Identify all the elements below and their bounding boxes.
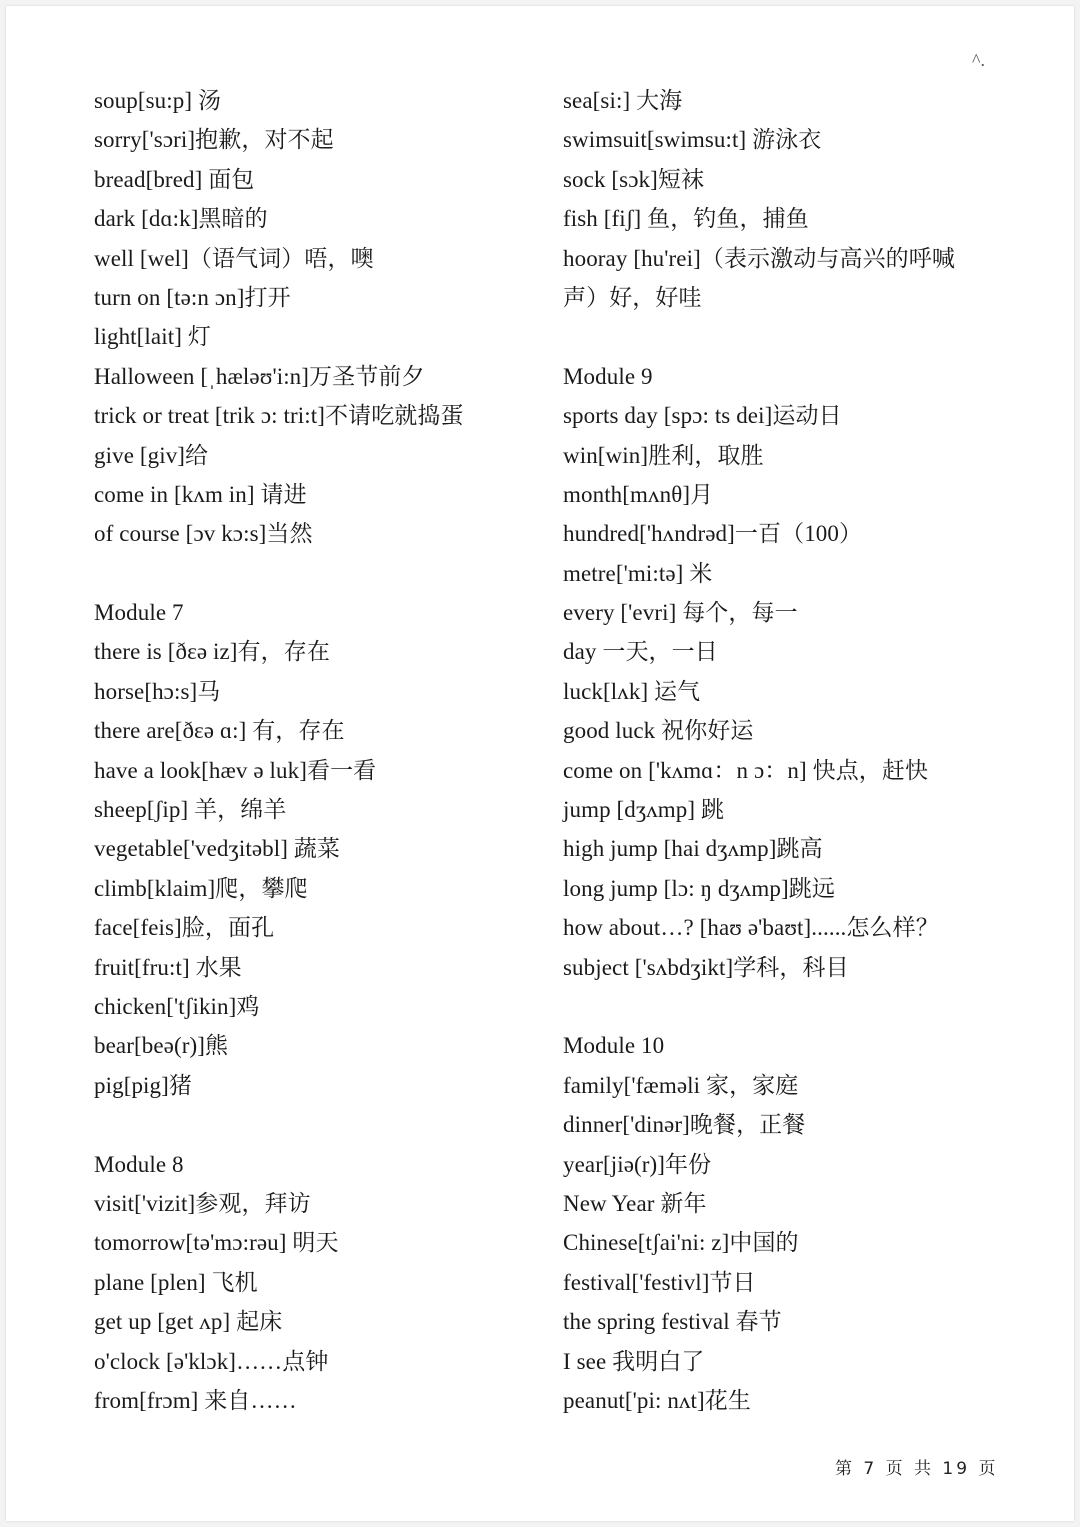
blank-line [563,987,1003,1026]
vocab-line: the spring festival 春节 [563,1309,782,1335]
vocab-line: festival['festivl]节日 [563,1269,756,1295]
vocab-line: bear[beə(r)]熊 [94,1033,229,1059]
vocab-line: luck[lʌk] 运气 [563,678,701,704]
vocab-line: month[mʌnθ]月 [563,481,714,507]
vocab-line: tomorrow[tə'mɔ:rəu] 明天 [94,1230,339,1256]
blank-line [563,317,1003,356]
vocab-line: chicken['tʃikin]鸡 [94,993,260,1019]
vocab-line: long jump [lɔ: ŋ dʒʌmp]跳远 [563,875,835,901]
vocab-line: there is [ðεə iz]有，存在 [94,639,330,665]
vocab-line: I see 我明白了 [563,1348,705,1374]
vocab-line: fish [fiʃ] 鱼，钓鱼，捕鱼 [563,206,809,232]
vocab-line: sea[si:] 大海 [563,88,683,113]
vocab-line: plane [plen] 飞机 [94,1269,258,1295]
left-column [94,81,534,1420]
vocab-line: Halloween [ˌhæləʊ'i:n]万圣节前夕 [94,363,425,389]
vocab-line: of course [ɔv kɔ:s]当然 [94,521,313,547]
vocab-line: climb[klaim]爬，攀爬 [94,875,308,901]
vocab-line: dinner['dinər]晚餐，正餐 [563,1112,806,1138]
vocab-line: good luck 祝你好运 [563,718,754,744]
vocab-line: hundred['hʌndrəd]一百（100） [563,521,863,547]
vocab-line: how about…? [haʊ ə'baʊt]......怎么样？ [563,915,939,941]
vocab-line: from[frɔm] 来自…… [94,1387,297,1413]
vocab-line: Chinese[tʃai'ni: z]中国的 [563,1230,799,1256]
module-heading: Module 8 [94,1151,184,1177]
page-number-footer: 第 7 页 共 19 页 [835,1459,999,1479]
vocab-line: swimsuit[swimsu:t] 游泳衣 [563,127,822,153]
module-heading: Module 9 [563,363,653,389]
vocab-line: give [giv]给 [94,442,209,468]
vocab-line: dark [dɑ:k]黑暗的 [94,206,268,232]
vocab-line: vegetable['vedʒitəbl] 蔬菜 [94,836,341,862]
vocab-line: light[lait] 灯 [94,324,211,350]
corner-mark: ^. [972,50,985,70]
vocab-line: every ['evri] 每个，每一 [563,600,798,626]
vocab-line: trick or treat [trik ɔ: tri:t]不请吃就捣蛋 [94,403,464,429]
vocab-line: year[jiə(r)]年份 [563,1151,712,1177]
vocab-line: metre['mi:tə] 米 [563,560,713,586]
module-heading: Module 7 [94,600,184,626]
right-column [563,81,1003,1420]
vocab-line: face[feis]脸，面孔 [94,915,275,941]
module-heading: Module 10 [563,1033,665,1059]
vocab-line: well [wel]（语气词）唔，噢 [94,245,374,271]
vocab-line: sorry['sɔri]抱歉，对不起 [94,127,334,153]
vocab-line: come in [kʌm in] 请进 [94,481,307,507]
vocab-line: bread[bred] 面包 [94,166,255,192]
vocab-line: have a look[hæv ə luk]看一看 [94,757,377,783]
blank-line [94,554,534,593]
vocab-line: visit['vizit]参观，拜访 [94,1190,311,1216]
vocab-line: New Year 新年 [563,1190,707,1216]
vocab-line: there are[ðεə ɑ:] 有，存在 [94,718,345,744]
vocab-line: sports day [spɔ: ts dei]运动日 [563,403,842,429]
document-page [6,6,1074,1521]
vocab-line: 声）好，好哇 [563,284,702,310]
vocab-line: sheep[ʃip] 羊，绵羊 [94,797,287,823]
vocab-line: horse[hɔ:s]马 [94,678,221,704]
vocab-line: high jump [hai dʒʌmp]跳高 [563,836,823,862]
vocab-line: soup[su:p] 汤 [94,88,222,113]
blank-line [94,1105,534,1144]
vocab-line: hooray [hu'rei]（表示激动与高兴的呼喊 [563,245,955,271]
vocab-line: pig[pig]猪 [94,1072,192,1098]
vocab-line: get up [get ʌp] 起床 [94,1309,283,1335]
vocab-line: peanut['pi: nʌt]花生 [563,1387,751,1413]
vocab-line: win[win]胜利，取胜 [563,442,764,468]
vocab-line: fruit[fru:t] 水果 [94,954,242,980]
vocab-line: sock [sɔk]短袜 [563,166,705,192]
vocab-line: come on ['kʌmɑ：n ɔ：n] 快点，赶快 [563,757,929,783]
vocab-line: jump [dʒʌmp] 跳 [563,797,725,823]
vocab-line: family['fæməli 家，家庭 [563,1072,799,1098]
vocab-line: turn on [tə:n ɔn]打开 [94,284,291,310]
vocab-line: subject ['sʌbdʒikt]学科，科目 [563,954,849,980]
vocab-line: o'clock [ə'klɔk]……点钟 [94,1348,329,1374]
vocab-line: day 一天，一日 [563,639,718,665]
